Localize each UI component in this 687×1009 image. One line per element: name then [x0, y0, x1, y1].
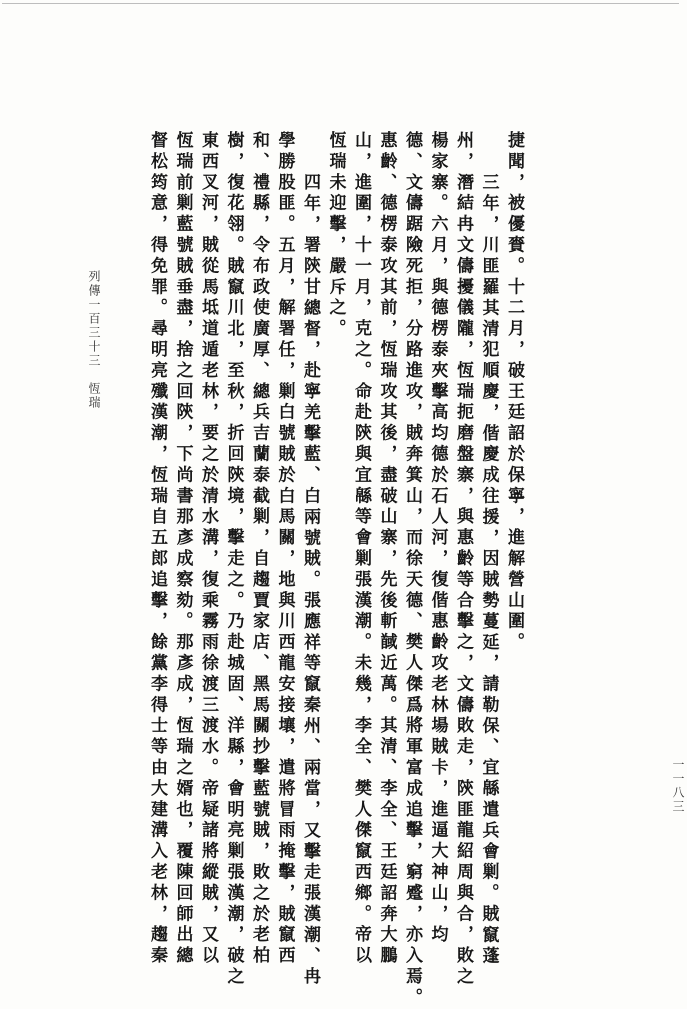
text-column: 恆瑞前剿藍號賊垂盡，捨之回陝，下尚書那彥成察劾。那彥成，恆瑞之婿也，覆陳回師出總 — [172, 131, 193, 967]
text-column: 學勝股匪。五月，解署任，剿白號賊於白馬關，地與川西龍安接壤，遣將冒雨掩擊，賊竄西 — [274, 131, 295, 967]
text-column: 楊家寨。六月，與德楞泰夾擊高均德於石人河，復偕惠齡攻老林場賊卡，進逼大神山，均 — [427, 131, 448, 947]
main-text-body — [5, 131, 525, 1009]
text-column: 惠齡、德楞泰攻其前，恆瑞攻其後，盡破山寨，先後斬馘近萬。其清、李全、王廷詔奔大鵬 — [376, 131, 397, 967]
text-column: 山，進圍，十一月，克之。命赴陝與宜緜等會剿張漢潮。未幾，李全、樊人傑竄西鄉。帝以 — [351, 131, 371, 967]
text-column: 捷聞，被優賚。十二月，破王廷詔於保寧，進解營山圍。 — [504, 131, 524, 654]
running-head: 列傳一百三十三 恆瑞 — [87, 270, 101, 410]
text-column: 四年，署陝甘總督，赴寧羌擊藍、白兩號賊。張應祥等竄秦州、兩當，又擊走張漢潮、冉 — [300, 173, 320, 989]
text-column: 三年，川匪羅其清犯順慶，偕慶成往援，因賊勢蔓延，請勒保、宜緜遣兵會剿。賊竄蓬 — [478, 173, 499, 968]
text-column: 州，潛結冉文儔擾儀隴，恆瑞扼磨盤寨，與惠齡等合擊之，文儔敗走，陝匪龍紹周與合，敗之 — [453, 131, 473, 988]
top-border-line — [2, 3, 679, 4]
text-column: 德、文儔踞險死拒，分路進攻，賊奔箕山，而徐天德、樊人傑爲將軍富成追擊，窮蹙，亦入焉。 — [402, 131, 422, 1009]
text-column: 和、禮縣，令布政使廣厚、總兵吉蘭泰截剿，自趨賈家店、黑馬關抄擊藍號賊，敗之於老柏 — [249, 131, 269, 967]
text-column: 東西叉河，賊從馬坻道遁老林，要之於清水溝，復乘霧雨徐渡三渡水。帝疑諸將縱賊，又以 — [198, 131, 218, 967]
page-number: 一一八三 — [671, 758, 685, 814]
text-column: 樹，復花翎。賊竄川北，至秋，折回陝境，擊走之。乃赴城固、洋縣，會明亮剿張漢潮，破之 — [223, 131, 244, 988]
text-column: 恆瑞未迎擊，嚴斥之。 — [325, 131, 346, 340]
text-column: 督松筠意，得免罪。尋明亮殲漢潮，恆瑞自五郎追擊，餘黨李得士等由大建溝入老林，趨秦 — [147, 131, 167, 967]
